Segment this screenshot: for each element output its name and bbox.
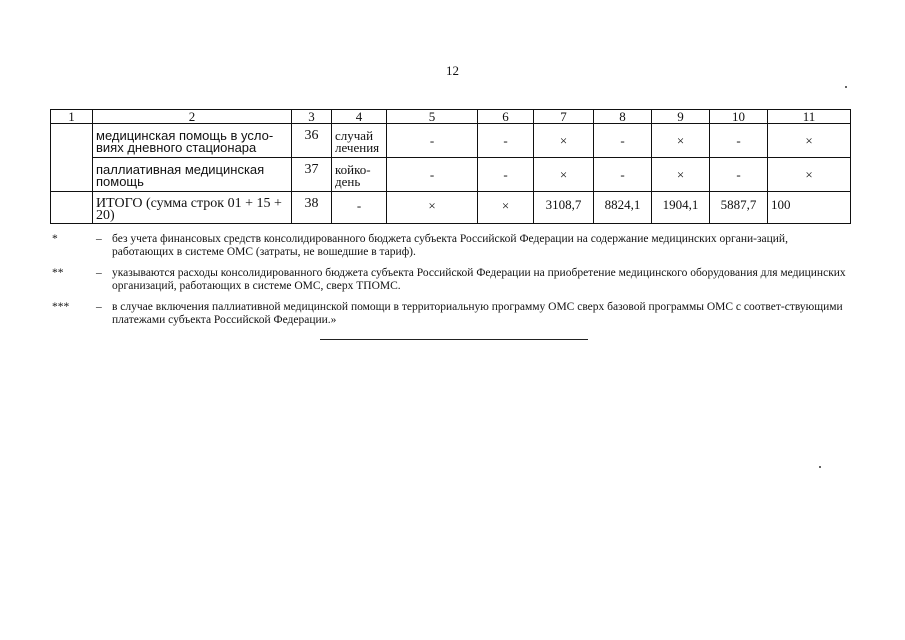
table-cell: ×: [387, 192, 478, 224]
table-cell: медицинская помощь в усло-виях дневного стационара: [93, 124, 292, 158]
table-cell: -: [332, 192, 387, 224]
table-cell: 37: [292, 158, 332, 192]
footnote-item: [52, 233, 852, 259]
table-cell: -: [387, 158, 478, 192]
column-header: 1: [51, 110, 93, 124]
page-number: 12: [446, 63, 459, 78]
table-cell: 1904,1: [652, 192, 710, 224]
table-cell: -: [710, 124, 768, 158]
footnote-text: указываются расходы консолидированного бюджета субъекта Российской Федерации на приобретение медицинского оборудования для медицинских организаций, работающих в системе ОМС, сверх ТПОМС.: [112, 267, 846, 292]
table-row: [51, 158, 851, 192]
column-header: 2: [93, 110, 292, 124]
column-header: 7: [534, 110, 594, 124]
closing-rule: [320, 339, 588, 340]
table-cell: койко-день: [332, 158, 387, 192]
footnote-text: без учета финансовых средств консолидированного бюджета субъекта Российской Федерации на содержание медицинских органи-заций, работающих в системе ОМС (затраты, не вошедшие в тариф).: [112, 233, 788, 258]
footnote-dash: –: [96, 301, 102, 313]
footnote-item: [52, 267, 852, 293]
table-cell: 36: [292, 124, 332, 158]
table-total-row: [51, 192, 851, 224]
table-row: [51, 124, 851, 158]
table-cell: 38: [292, 192, 332, 224]
column-header: 5: [387, 110, 478, 124]
table-cell: 3108,7: [534, 192, 594, 224]
table-cell: ×: [652, 124, 710, 158]
table-cell: ×: [768, 158, 851, 192]
scan-speck: [845, 86, 847, 88]
table-cell: случай лечения: [332, 124, 387, 158]
footnote-text: в случае включения паллиативной медицинской помощи в территориальную программу ОМС сверх базовой программы ОМС с соответ-ствующими платежами субъекта Российской Федерации.»: [112, 301, 843, 326]
table-cell: ИТОГО (сумма строк 01 + 15 + 20): [93, 192, 292, 224]
table-header-row: [51, 110, 851, 124]
table-cell: паллиативная медицинская помощь: [93, 158, 292, 192]
table-cell: 8824,1: [594, 192, 652, 224]
column-header: 8: [594, 110, 652, 124]
column-header: 9: [652, 110, 710, 124]
table-cell: ×: [534, 124, 594, 158]
data-table: [50, 109, 851, 224]
table-cell: 100: [768, 192, 851, 224]
table-cell: -: [594, 158, 652, 192]
footnote-mark: **: [52, 267, 64, 279]
table-cell: -: [478, 158, 534, 192]
table-cell: -: [478, 124, 534, 158]
column-header: 6: [478, 110, 534, 124]
footnote-mark: ***: [52, 301, 70, 313]
table-cell: 5887,7: [710, 192, 768, 224]
column-header: 10: [710, 110, 768, 124]
table-cell: -: [594, 124, 652, 158]
table-cell: ×: [534, 158, 594, 192]
table-cell: ×: [768, 124, 851, 158]
table-cell: [51, 192, 93, 224]
table-cell: -: [387, 124, 478, 158]
column-header: 4: [332, 110, 387, 124]
footnote-dash: –: [96, 233, 102, 245]
table-cell: ×: [652, 158, 710, 192]
column-header: 3: [292, 110, 332, 124]
table-cell: -: [710, 158, 768, 192]
footnotes: [52, 233, 852, 335]
table-cell: [51, 158, 93, 192]
scan-speck: [819, 466, 821, 468]
column-header: 11: [768, 110, 851, 124]
footnote-item: [52, 301, 852, 327]
table-cell: ×: [478, 192, 534, 224]
footnote-dash: –: [96, 267, 102, 279]
footnote-mark: *: [52, 233, 58, 245]
table-cell: [51, 124, 93, 158]
